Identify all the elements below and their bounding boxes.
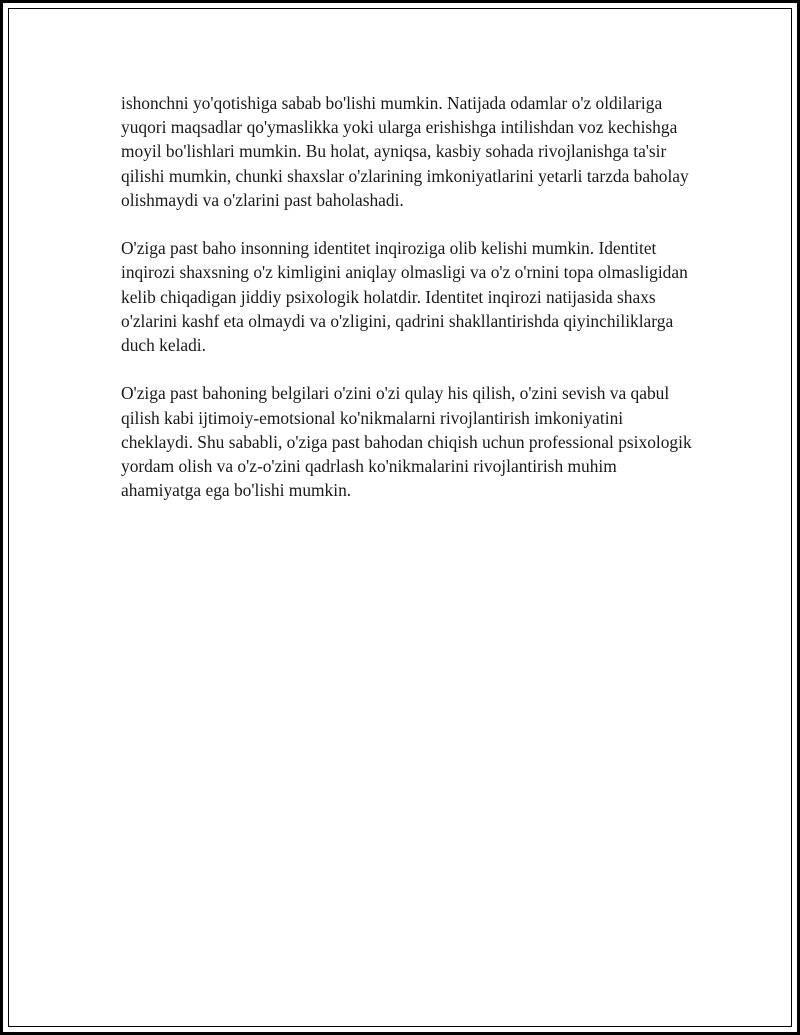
document-body [121, 91, 696, 527]
paragraph-3: O'ziga past bahoning belgilari o'zini o'zi qulay his qilish, o'zini sevish va qabul qilish kabi ijtimoiy-emotsional ko'nikmalarni rivojlantirish imkoniyatini cheklaydi. Shu sababli, o'ziga past bahodan chiqish uchun professional psixologik yordam olish va o'z-o'zini qadrlash ko'nikmalarini rivojlantirish muhim ahamiyatga ega bo'lishi mumkin. [121, 383, 692, 501]
paragraph-2: O'ziga past baho insonning identitet inqiroziga olib kelishi mumkin. Identitet inqirozi shaxsning o'z kimligini aniqlay olmasligi va o'z o'rnini topa olmasligidan kelib chiqadigan jiddiy psixologik holatdir. Identitet inqirozi natijasida shaxs o'zlarini kashf eta olmaydi va o'zligini, qadrini shakllantirishda qiyinchiliklarga duch keladi. [121, 238, 688, 356]
paragraph-1: ishonchni yo'qotishiga sabab bo'lishi mumkin. Natijada odamlar o'z oldilariga yuqori maqsadlar qo'ymaslikka yoki ularga erishishga intilishdan voz kechishga moyil bo'lishlari mumkin. Bu holat, ayniqsa, kasbiy sohada rivojlanishga ta'sir qilishi mumkin, chunki shaxslar o'zlarining imkoniyatlarini yetarli tarzda baholay olishmaydi va o'zlarini past baholashadi. [121, 93, 689, 210]
